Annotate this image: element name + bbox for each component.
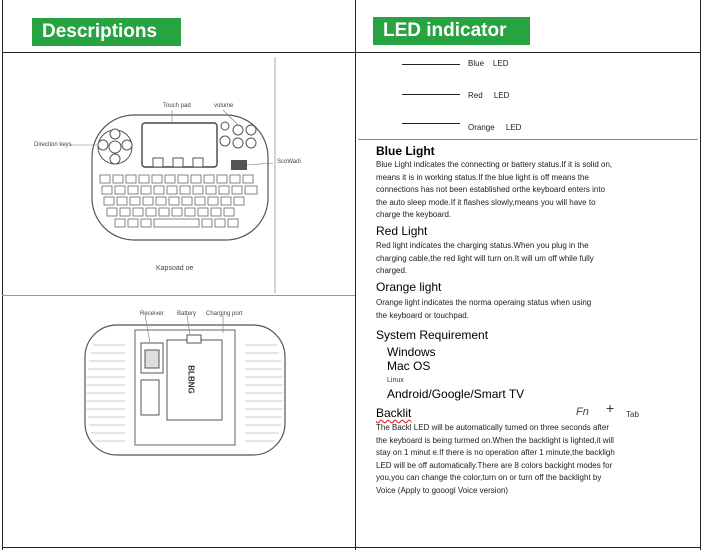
- left-section-divider: [2, 295, 355, 296]
- red-light-title: Red Light: [376, 224, 428, 238]
- volume-label: volume: [214, 103, 234, 109]
- keyboard-front-illustration: [35, 55, 335, 295]
- scroll-label: ScoWadi: [277, 159, 301, 165]
- keyboard-back-illustration: [75, 305, 295, 465]
- backlit-title: Backlit: [376, 406, 412, 420]
- led-section-divider: [358, 139, 698, 140]
- battery-label: Battery: [177, 311, 197, 317]
- receiver-label: Receiver: [140, 311, 164, 317]
- system-requirement-title: System Requirement: [376, 328, 489, 342]
- left-border: [2, 0, 3, 550]
- plus-sign: +: [606, 400, 615, 416]
- red-light-text: Red light indicates the charging status.When you plug in the charging cable,the red light will turn on.It will um off while fully charged.: [376, 241, 594, 276]
- back-brand-label: BLBNG: [186, 365, 196, 394]
- orange-led-label: Orange LED: [468, 123, 522, 132]
- orange-led-line: [402, 123, 460, 124]
- blue-led-line: [402, 64, 460, 65]
- orange-light-title: Orange light: [376, 280, 442, 294]
- descriptions-header: Descriptions: [32, 18, 181, 46]
- blue-light-title: Blue Light: [376, 144, 435, 158]
- right-border: [700, 0, 701, 550]
- led-indicator-header: LED indicator: [373, 17, 530, 45]
- tab-key-label: Tab: [626, 410, 639, 419]
- charging-port-label: Charging port: [206, 311, 243, 317]
- red-led-line: [402, 94, 460, 95]
- keyboard-caption: Kapsoad oe: [156, 265, 194, 272]
- blue-led-label: Blue LED: [468, 59, 509, 68]
- center-divider: [355, 0, 356, 550]
- backlit-text: The Backl LED will be automatically tumed on three seconds after the keyboard is being turmed on.When the backlight is lighted,it will stay on 1 minut e.If there is no operation after 1 minute,the backligh LED will be off automatically.There are 8 colors backight modes for you,you can change the color,turn on or turn off the backlight by Voice (Apply to gooogl Voice version): [376, 423, 615, 495]
- system-linux: Linux: [387, 377, 404, 384]
- direction-keys-label: Direction keys: [34, 142, 72, 148]
- system-android: Android/Google/Smart TV: [387, 387, 525, 401]
- red-led-label: Red LED: [468, 91, 510, 100]
- touch-pad-label: Touch pad: [163, 103, 191, 109]
- blue-light-text: Blue Light indicates the connecting or battery status.If it is solid on, means it is in working status.If the blue light is off means the connections has not been established orthe keyboard enters into the auto sleep mode.If it flashes slowly,means you will have to charge the keyboard.: [376, 160, 613, 220]
- orange-light-text: Orange light indicates the norma operaing status when using the keyboard or touchpad.: [376, 298, 592, 320]
- fn-key-label: Fn: [576, 406, 589, 418]
- bottom-border: [2, 547, 701, 548]
- header-divider: [2, 52, 701, 53]
- system-windows: Windows: [387, 345, 436, 359]
- system-mac: Mac OS: [387, 359, 431, 373]
